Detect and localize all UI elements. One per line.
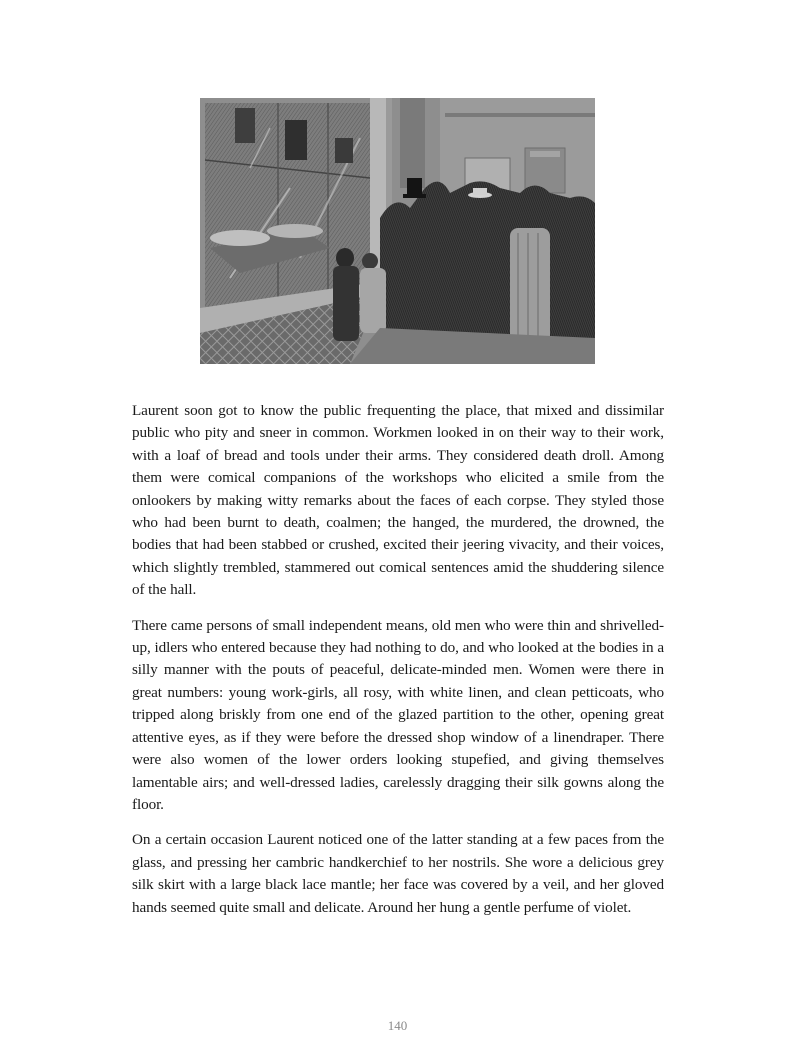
paragraph-1: Laurent soon got to know the public frequenting the place, that mixed and dissimilar public who pity and sneer in common. Workmen looked in on their way to their work, with a loaf of bread and tools under their arms. They considered death droll. Among them were comical companions of the workshops who elicited a smile from the onlookers by making witty remarks about the faces of each corpse. They styled those who had been burnt to death, coalmen; the hanged, the murdered, the drowned, the bodies that had been stabbed or crushed, excited their jeering vivacity, and their voices, which slightly trembled, stammered out comical sentences amid the shuddering silence of the hall. xyxy=(132,402,664,599)
paragraph-2: There came persons of small independent means, old men who were thin and shrivelled-up, idlers who entered because they had nothing to do, and who looked at the bodies in a silly manner with the pouts of peaceful, delicate-minded men. Women were there in great numbers: young work-girls, all rosy, with white linen, and clean petticoats, who tripped along briskly from one end of the glazed partition to the other, opening great attentive eyes, as if they were before the dressed shop window of a linendraper. There were also women of the lower orders looking stupefied, and giving themselves lamentable airs; and well-dressed ladies, carelessly dragging their silk gowns along the floor. xyxy=(132,616,664,813)
paragraph-3: On a certain occasion Laurent noticed one of the latter standing at a few paces from the glass, and pressing her cambric handkerchief to her nostrils. She wore a delicious grey silk skirt with a large black lace mantle; her face was covered by a veil, and her gloved hands seemed quite small and delicate. Around her hung a gentle perfume of violet. xyxy=(132,831,664,916)
morgue-crowd-engraving-icon xyxy=(200,98,595,364)
page-number: 140 xyxy=(387,1018,408,1033)
body-text xyxy=(132,400,664,932)
engraving-illustration xyxy=(200,98,595,364)
